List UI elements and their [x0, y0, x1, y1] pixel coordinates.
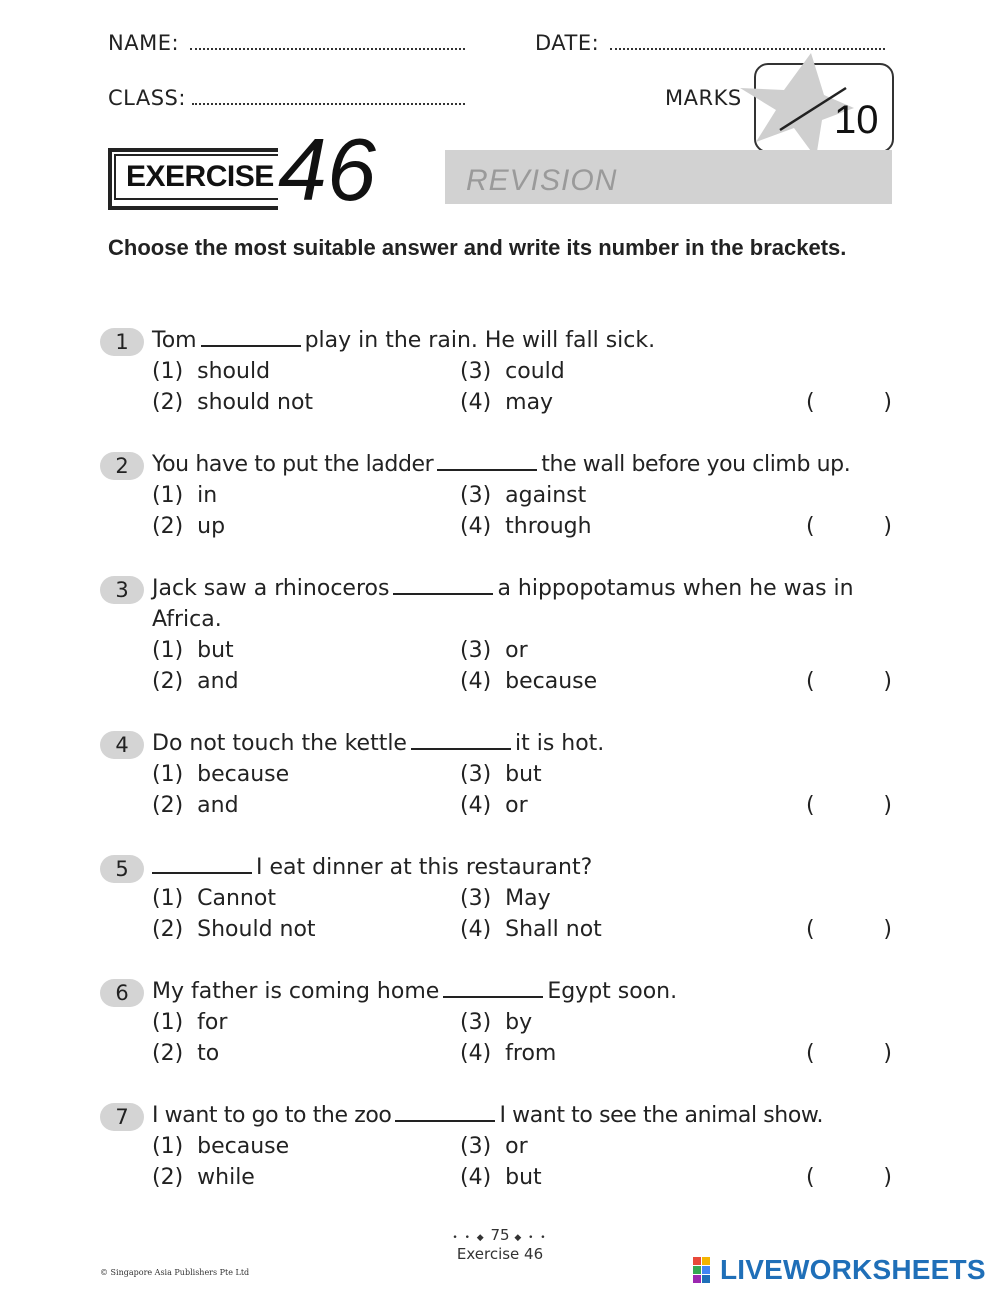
answer-option: (1) because — [152, 1134, 290, 1159]
answer-option: (3) against — [460, 483, 587, 508]
answer-option: (3) or — [460, 1134, 528, 1159]
bracket-close: ) — [883, 514, 892, 539]
answer-option: (3) could — [460, 359, 565, 384]
question-number-badge: 2 — [100, 452, 144, 480]
answer-blank — [201, 327, 301, 347]
answer-option: (4) because — [460, 669, 598, 694]
question-number-badge: 3 — [100, 576, 144, 604]
answer-option: (2) while — [152, 1165, 255, 1190]
answer-option: (4) through — [460, 514, 592, 539]
question-text — [152, 976, 894, 1007]
question-text-before: My father is coming home — [152, 979, 440, 1004]
bracket-open: ( — [806, 669, 815, 694]
answer-option: (2) and — [152, 669, 239, 694]
name-label: NAME: — [108, 31, 180, 55]
answer-option: (1) Cannot — [152, 886, 276, 911]
question-number-badge: 5 — [100, 855, 144, 883]
answer-option: (3) May — [460, 886, 551, 911]
bracket-open: ( — [806, 390, 815, 415]
question-text — [152, 1100, 894, 1131]
date-label: DATE: — [535, 31, 600, 55]
marks-total: 10 — [834, 98, 879, 142]
bracket-close: ) — [883, 390, 892, 415]
answer-option: (3) by — [460, 1010, 533, 1035]
question-number-badge: 4 — [100, 731, 144, 759]
copyright: © Singapore Asia Publishers Pte Ltd — [100, 1268, 250, 1277]
class-field[interactable] — [192, 103, 465, 105]
answer-bracket[interactable] — [806, 1162, 892, 1193]
question-text-after: I eat dinner at this restaurant? — [256, 855, 593, 880]
question-text — [152, 852, 894, 883]
answer-option: (2) Should not — [152, 917, 316, 942]
bracket-open: ( — [806, 1165, 815, 1190]
answer-option: (3) but — [460, 762, 542, 787]
answer-option: (4) but — [460, 1165, 542, 1190]
question-text — [152, 325, 894, 356]
answer-option: (1) for — [152, 1010, 228, 1035]
question-text-before: Do not touch the kettle — [152, 731, 407, 756]
bracket-open: ( — [806, 793, 815, 818]
liveworksheets-logo-icon — [692, 1256, 720, 1284]
answer-blank — [437, 451, 537, 471]
answer-bracket[interactable] — [806, 790, 892, 821]
marks-label: MARKS — [665, 86, 742, 110]
answer-option: (1) should — [152, 359, 271, 384]
question-text-after: Egypt soon. — [547, 979, 678, 1004]
instructions: Choose the most suitable answer and write its number in the brackets. — [108, 235, 847, 260]
answer-option: (1) because — [152, 762, 290, 787]
bracket-open: ( — [806, 1041, 815, 1066]
answer-blank — [395, 1102, 495, 1122]
answer-blank — [443, 978, 543, 998]
name-field[interactable] — [190, 48, 465, 50]
question-text-after: play in the rain. He will fall sick. — [304, 328, 656, 353]
answer-option: (4) may — [460, 390, 554, 415]
answer-option: (4) Shall not — [460, 917, 602, 942]
exercise-ref: Exercise 46 — [456, 1245, 544, 1263]
bracket-open: ( — [806, 514, 815, 539]
question-text — [152, 573, 894, 635]
answer-option: (1) but — [152, 638, 234, 663]
bracket-open: ( — [806, 917, 815, 942]
question-number-badge: 1 — [100, 328, 144, 356]
answer-option: (2) up — [152, 514, 226, 539]
answer-blank — [152, 854, 252, 874]
answer-option: (4) or — [460, 793, 528, 818]
answer-option: (3) or — [460, 638, 528, 663]
answer-option: (4) from — [460, 1041, 557, 1066]
answer-option: (1) in — [152, 483, 218, 508]
answer-bracket[interactable] — [806, 666, 892, 697]
liveworksheets-brand: LIVEWORKSHEETS — [720, 1254, 986, 1285]
question-text-before: You have to put the ladder — [152, 452, 434, 477]
question-text-after: the wall before you climb up. — [541, 452, 851, 477]
question-number-badge: 7 — [100, 1103, 144, 1131]
page-number: • • ◆ 75 ◆ • • — [452, 1226, 548, 1244]
liveworksheets-logo — [692, 1254, 986, 1286]
bracket-close: ) — [883, 917, 892, 942]
bracket-close: ) — [883, 1165, 892, 1190]
topic-title: REVISION — [466, 164, 618, 197]
answer-option: (2) and — [152, 793, 239, 818]
exercise-number: 46 — [278, 126, 382, 214]
bracket-close: ) — [883, 1041, 892, 1066]
question-text — [152, 449, 894, 480]
exercise-label: EXERCISE — [126, 160, 274, 193]
question-text-before: Tom — [152, 328, 197, 353]
answer-bracket[interactable] — [806, 387, 892, 418]
marks-score-field[interactable] — [792, 66, 828, 106]
question-text-before: I want to go to the zoo — [152, 1103, 392, 1128]
question-text-before: Jack saw a rhinoceros — [152, 576, 390, 601]
answer-bracket[interactable] — [806, 511, 892, 542]
question-text-after: I want to see the animal show. — [499, 1103, 824, 1128]
answer-blank — [411, 730, 511, 750]
answer-bracket[interactable] — [806, 1038, 892, 1069]
question-number-badge: 6 — [100, 979, 144, 1007]
bracket-close: ) — [883, 669, 892, 694]
answer-option: (2) should not — [152, 390, 314, 415]
question-text-after: a hippopotamus when he was in Africa. — [152, 576, 854, 632]
class-label: CLASS: — [108, 86, 186, 110]
bracket-close: ) — [883, 793, 892, 818]
answer-bracket[interactable] — [806, 914, 892, 945]
page-number-value: 75 — [490, 1226, 510, 1244]
question-text-after: it is hot. — [514, 731, 605, 756]
question-text — [152, 728, 894, 759]
answer-option: (2) to — [152, 1041, 220, 1066]
answer-blank — [393, 575, 493, 595]
